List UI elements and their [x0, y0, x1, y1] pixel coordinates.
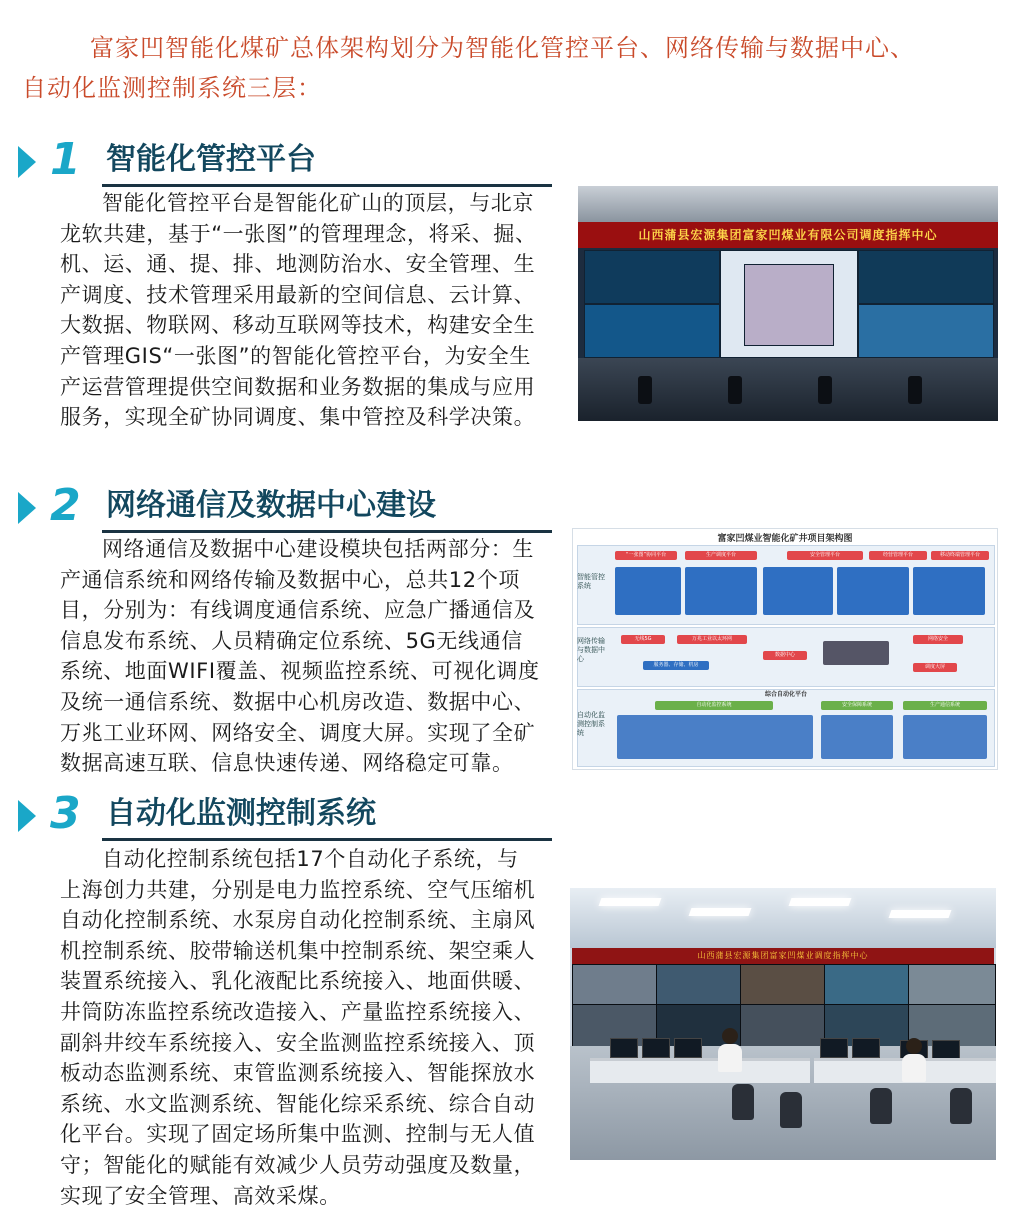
- network-box: 万兆工业以太环网: [677, 635, 747, 644]
- tier-label: 自动化监测控制系统: [577, 711, 605, 737]
- architecture-diagram: [572, 528, 998, 770]
- section-1-body: 智能化管控平台是智能化矿山的顶层，与北京龙软共建，基于“一张图”的管理理念，将采、掘、机、运、通、提、排、地测防治水、安全管理、生产调度、技术管理采用最新的空间信息、云计算、大数据、物联网、移动互联网等技术，构建安全生产管理GIS“一张图”的智能化管控平台，为安全生产运营管理提供空间数据和业务数据的集成与应用服务，实现全矿协同调度、集中管控及科学决策。: [60, 191, 537, 430]
- section-3-header: [18, 788, 538, 844]
- network-box: 数据中心: [763, 651, 807, 660]
- tier-label: 网络传输与数据中心: [577, 637, 605, 663]
- group-box: 生产通信系统: [903, 701, 987, 710]
- section-number: 1: [50, 134, 81, 185]
- group-box: 安全保障系统: [821, 701, 893, 710]
- tab-box: 安全管理平台: [787, 551, 863, 560]
- tab-box: “一张图”协同平台: [615, 551, 677, 560]
- group-box: 自动化监控系统: [655, 701, 773, 710]
- control-room-photo: [570, 888, 996, 1160]
- section-divider: [102, 838, 552, 841]
- tab-box: 移动终端管理平台: [931, 551, 989, 560]
- intro-text: [22, 28, 982, 108]
- intro-line-1: 富家凹智能化煤矿总体架构划分为智能化管控平台、网络传输与数据中心、: [90, 34, 915, 62]
- section-title: 网络通信及数据中心建设: [106, 488, 436, 523]
- section-divider: [102, 184, 552, 187]
- section-title: 智能化管控平台: [106, 142, 316, 177]
- section-2-header: [18, 480, 538, 536]
- tab-box: 经营管理平台: [869, 551, 927, 560]
- network-box: 调度大屏: [913, 663, 957, 672]
- arrow-icon: [18, 492, 36, 524]
- arrow-icon: [18, 146, 36, 178]
- section-title: 自动化监测控制系统: [106, 796, 376, 831]
- network-box: 网络安全: [913, 635, 963, 644]
- tab-box: 生产调度平台: [685, 551, 757, 560]
- section-3-body: 自动化控制系统包括17个自动化子系统，与上海创力共建，分别是电力监控系统、空气压缩机自动化控制系统、水泵房自动化控制系统、主扇风机控制系统、胶带输送机集中控制系统、架空乘人装置系统接入、乳化液配比系统接入、地面供暖、井筒防冻监控系统改造接入、产量监控系统接入、副斜井绞车系统接入、安全监测监控系统接入、顶板动态监测系统、束管监测系统接入、智能探放水系统、水文监测系统、智能化综采系统、综合自动化平台。实现了固定场所集中监测、控制与无人值守；智能化的赋能有效减少人员劳动强度及数量，实现了安全管理、高效采煤。: [60, 847, 536, 1208]
- section-2-body: 网络通信及数据中心建设模块包括两部分：生产通信系统和网络传输及数据中心，总共12个项目，分别为：有线调度通信系统、应急广播通信及信息发布系统、人员精确定位系统、5G无线通信系统、地面WIFI覆盖、视频监控系统、可视化调度及统一通信系统、数据中心机房改造、数据中心、万兆工业环网、网络安全、调度大屏。实现了全矿数据高速互联、信息快速传递、网络稳定可靠。: [60, 537, 540, 776]
- section-number: 3: [50, 788, 81, 839]
- section-number: 2: [50, 480, 81, 531]
- network-box: 无线5G: [621, 635, 665, 644]
- photo-banner: 山西蒲县宏源集团富家凹煤业调度指挥中心: [572, 948, 994, 964]
- dispatch-center-photo: [578, 186, 998, 421]
- photo-banner: 山西蒲县宏源集团富家凹煤业有限公司调度指挥中心: [578, 222, 998, 248]
- section-divider: [102, 530, 552, 533]
- diagram-title: 富家凹煤业智能化矿井项目架构图: [717, 534, 853, 544]
- tier-label: 智能管控系统: [577, 573, 605, 590]
- intro-line-2: 自动化监测控制系统三层：: [22, 74, 322, 102]
- section-1-header: [18, 134, 538, 190]
- network-box: 服务器、存储、机房: [643, 661, 709, 670]
- arrow-icon: [18, 800, 36, 832]
- platform-label: 综合自动化平台: [765, 691, 808, 698]
